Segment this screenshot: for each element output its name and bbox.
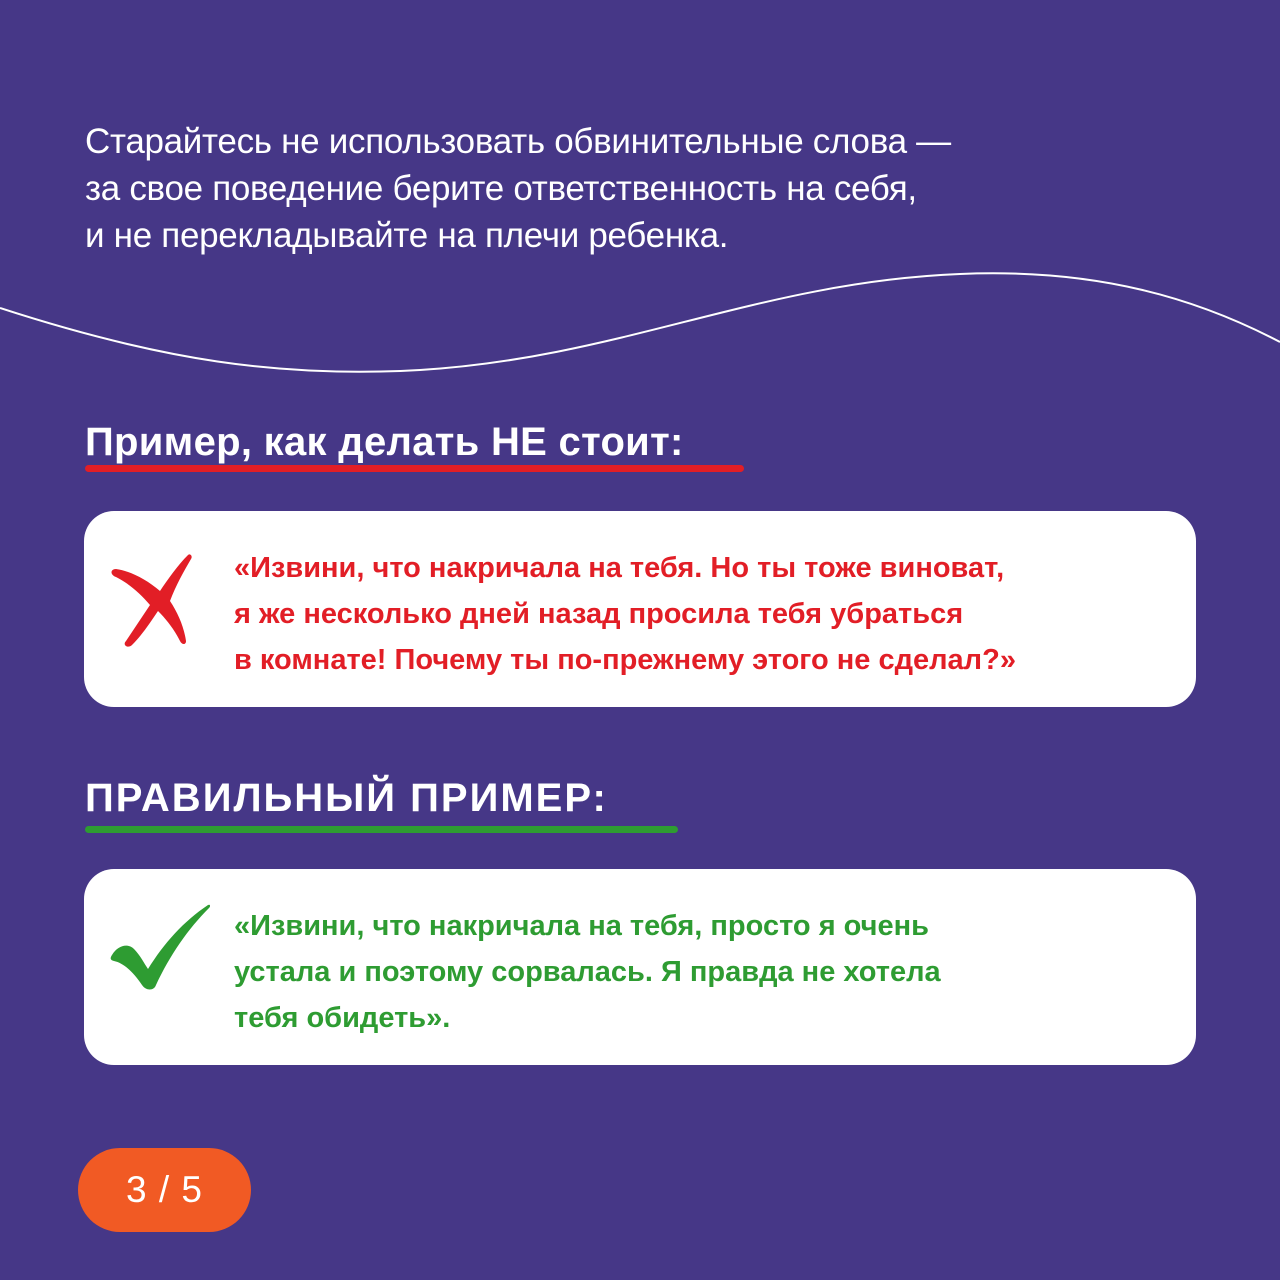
good-heading-underline [85,826,678,833]
quote-line: «Извини, что накричала на тебя. Но ты тоже виноват, [234,552,1005,584]
quote-line: «Извини, что накричала на тебя, просто я очень [234,910,929,942]
quote-line: устала и поэтому сорвалась. Я правда не хотела [234,956,941,988]
quote-line: я же несколько дней назад просила тебя убраться [234,598,964,630]
good-example-heading: ПРАВИЛЬНЫЙ ПРИМЕР: [85,776,608,820]
page-indicator: 3 / 5 [78,1148,251,1232]
intro-line: за свое поведение берите ответственность на себя, [85,169,917,208]
cross-icon [110,549,210,649]
quote-line: в комнате! Почему ты по-прежнему этого не сделал?» [234,644,1016,676]
decorative-wave [0,260,1280,400]
bad-example-card [84,511,1196,707]
bad-heading-underline [85,465,744,472]
good-example-quote [234,903,1174,1041]
intro-line: Старайтесь не использовать обвинительные слова — [85,122,951,161]
quote-line: тебя обидеть». [234,1002,451,1034]
bad-example-quote [234,545,1174,683]
checkmark-icon [110,899,210,999]
intro-line: и не перекладывайте на плечи ребенка. [85,216,729,255]
bad-example-heading: Пример, как делать НЕ стоит: [85,420,684,464]
intro-text [85,118,1085,259]
good-example-card [84,869,1196,1065]
